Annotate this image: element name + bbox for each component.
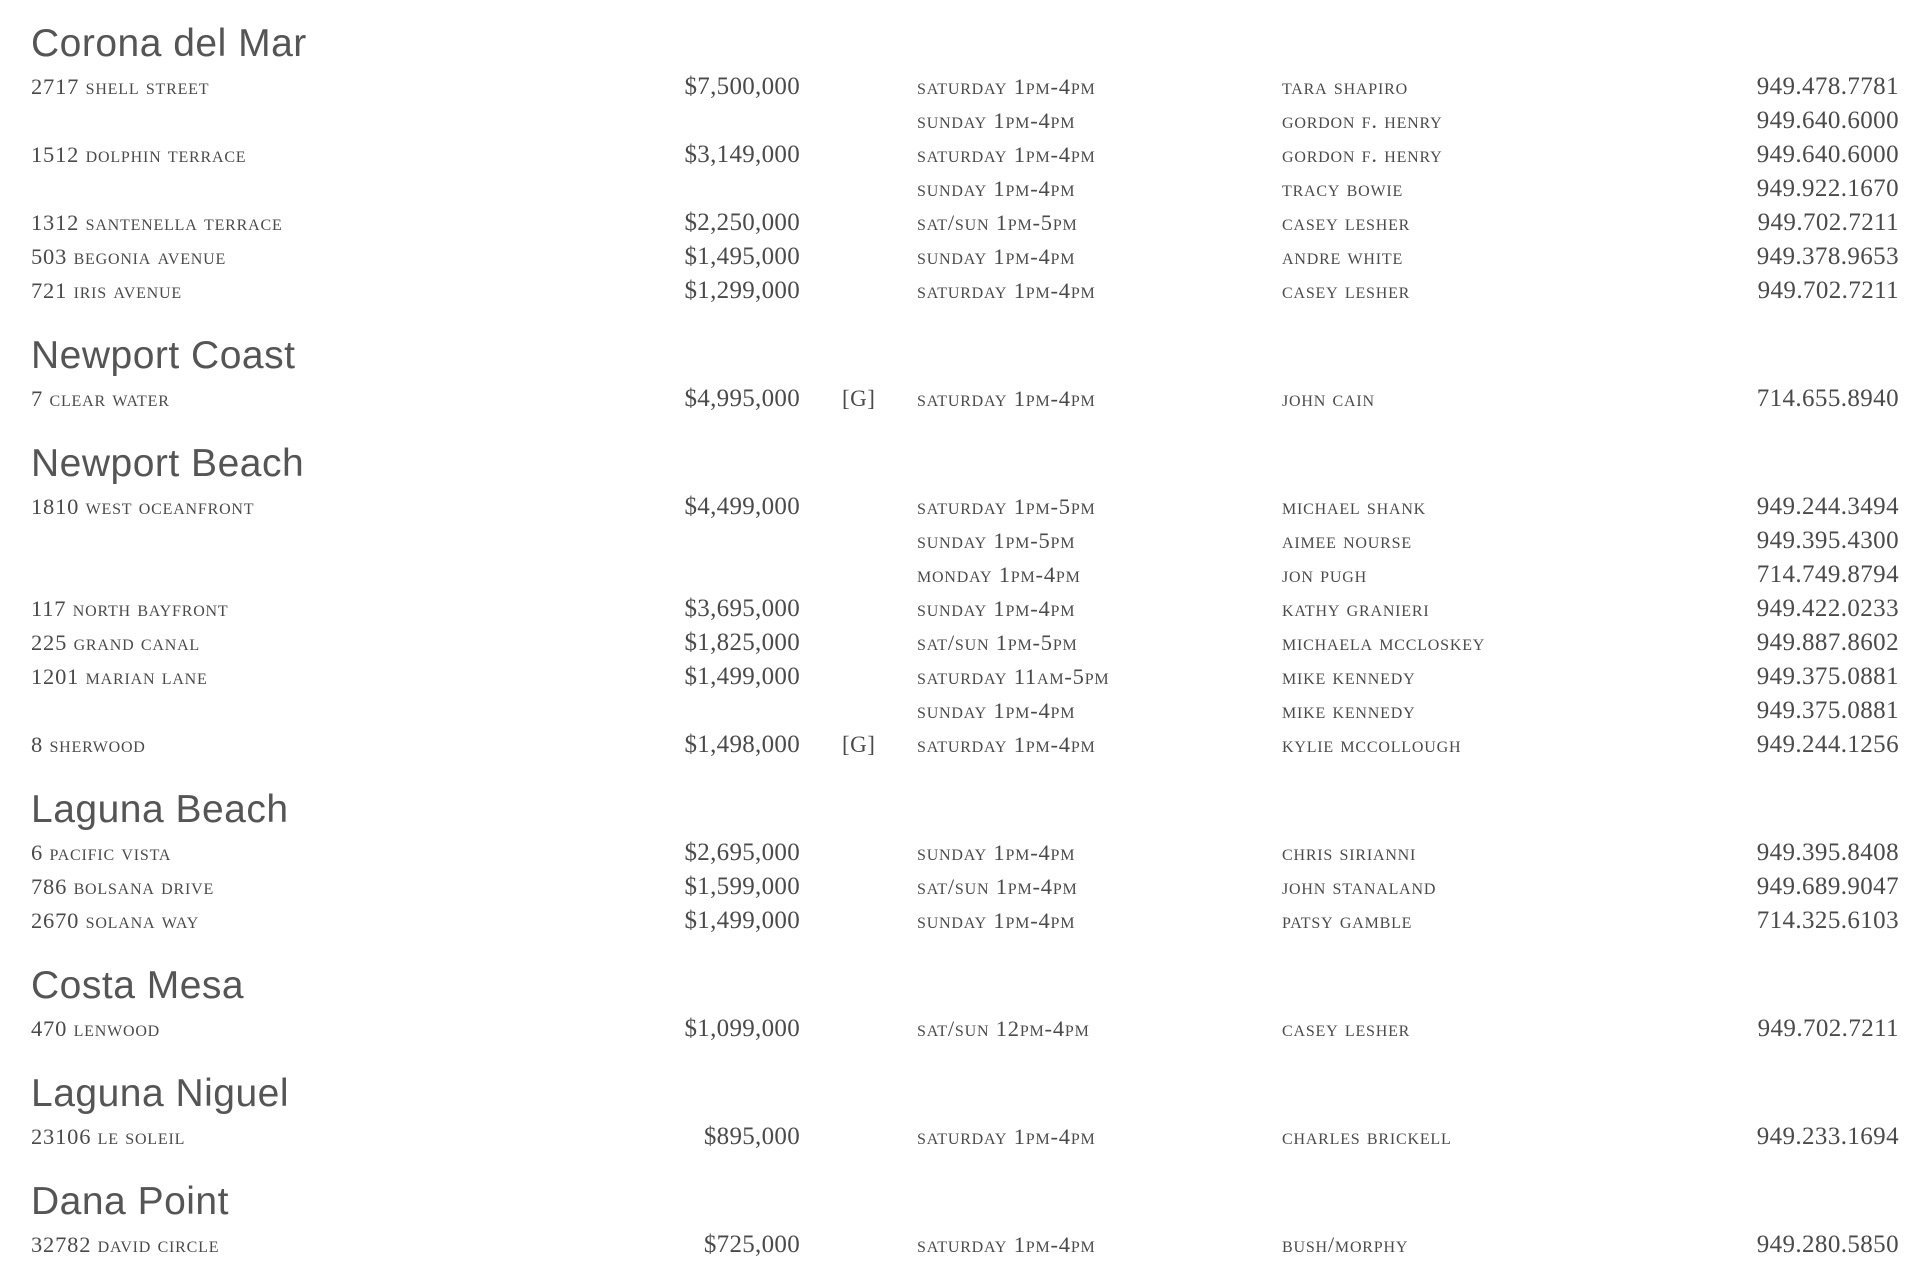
agent-name: gordon f. henry — [1282, 142, 1443, 167]
agent-name: aimee nourse — [1282, 528, 1412, 553]
city-heading: Newport Coast — [31, 334, 296, 377]
listing-price: $7,500,000 — [684, 73, 800, 100]
listing-row — [0, 558, 1916, 592]
agent-name: john stanaland — [1282, 874, 1437, 899]
open-house-time: sunday 1pm-4pm — [917, 698, 1076, 723]
listing-row — [0, 836, 1916, 870]
open-house-time: saturday 11am-5pm — [917, 664, 1110, 689]
agent-phone: 714.749.8794 — [1756, 561, 1899, 588]
listing-row — [0, 172, 1916, 206]
city-heading: Costa Mesa — [31, 964, 245, 1007]
listing-row — [0, 206, 1916, 240]
agent-phone: 949.244.3494 — [1756, 493, 1899, 520]
agent-phone: 949.922.1670 — [1756, 175, 1899, 202]
open-house-time: sat/sun 12pm-4pm — [917, 1016, 1090, 1041]
listing-address: 786 bolsana drive — [31, 874, 215, 899]
listing-row — [0, 104, 1916, 138]
section-laguna-niguel — [0, 1068, 1916, 1154]
listing-row — [0, 138, 1916, 172]
open-house-time: sat/sun 1pm-4pm — [917, 874, 1078, 899]
open-house-time: sunday 1pm-4pm — [917, 908, 1076, 933]
listing-address: 6 pacific vista — [31, 840, 172, 865]
agent-phone: 949.702.7211 — [1757, 209, 1899, 236]
section-costa-mesa — [0, 960, 1916, 1046]
listing-address: 470 lenwood — [31, 1016, 161, 1041]
listing-price: $2,250,000 — [684, 209, 800, 236]
open-house-time: saturday 1pm-4pm — [917, 278, 1096, 303]
listing-address: 8 sherwood — [31, 732, 146, 757]
open-house-time: saturday 1pm-5pm — [917, 494, 1096, 519]
listing-price: $1,099,000 — [684, 1015, 800, 1042]
listing-tag: [G] — [842, 732, 876, 757]
listing-price: $4,499,000 — [684, 493, 800, 520]
listing-row — [0, 592, 1916, 626]
listing-address: 1512 dolphin terrace — [31, 142, 247, 167]
listing-price: $1,498,000 — [684, 731, 800, 758]
listing-row — [0, 626, 1916, 660]
agent-name: casey lesher — [1282, 1016, 1411, 1041]
open-house-time: saturday 1pm-4pm — [917, 74, 1096, 99]
agent-phone: 949.702.7211 — [1757, 277, 1899, 304]
city-heading: Dana Point — [31, 1180, 229, 1223]
agent-name: gordon f. henry — [1282, 108, 1443, 133]
agent-phone: 714.325.6103 — [1756, 907, 1899, 934]
listing-address: 32782 david circle — [31, 1232, 220, 1257]
section-newport-beach — [0, 438, 1916, 762]
listing-price: $1,299,000 — [684, 277, 800, 304]
listing-price: $3,149,000 — [684, 141, 800, 168]
agent-name: kylie mccollough — [1282, 732, 1462, 757]
listing-price: $3,695,000 — [684, 595, 800, 622]
agent-phone: 949.395.4300 — [1756, 527, 1899, 554]
agent-name: tracy bowie — [1282, 176, 1404, 201]
listing-address: 117 north bayfront — [31, 596, 229, 621]
open-house-time: sunday 1pm-5pm — [917, 528, 1076, 553]
listing-price: $2,695,000 — [684, 839, 800, 866]
agent-name: jon pugh — [1282, 562, 1367, 587]
city-heading: Newport Beach — [31, 442, 305, 485]
agent-phone: 949.702.7211 — [1757, 1015, 1899, 1042]
listing-price: $895,000 — [703, 1123, 800, 1150]
agent-phone: 949.689.9047 — [1756, 873, 1899, 900]
listing-price: $1,825,000 — [684, 629, 800, 656]
agent-phone: 949.280.5850 — [1756, 1231, 1899, 1258]
open-house-time: sunday 1pm-4pm — [917, 244, 1076, 269]
open-house-time: sunday 1pm-4pm — [917, 108, 1076, 133]
city-heading: Laguna Niguel — [31, 1072, 290, 1115]
agent-name: mike kennedy — [1282, 664, 1416, 689]
agent-name: charles brickell — [1282, 1124, 1452, 1149]
agent-phone: 949.422.0233 — [1756, 595, 1899, 622]
agent-name: patsy gamble — [1282, 908, 1413, 933]
listing-address: 1810 west oceanfront — [31, 494, 255, 519]
listing-row — [0, 274, 1916, 308]
city-heading: Corona del Mar — [31, 22, 307, 65]
agent-phone: 949.640.6000 — [1756, 107, 1899, 134]
agent-phone: 949.375.0881 — [1756, 697, 1899, 724]
listing-row — [0, 1012, 1916, 1046]
agent-phone: 949.478.7781 — [1756, 73, 1899, 100]
listing-row — [0, 490, 1916, 524]
listing-price: $1,495,000 — [684, 243, 800, 270]
agent-phone: 949.887.8602 — [1756, 629, 1899, 656]
agent-name: michaela mccloskey — [1282, 630, 1486, 655]
listing-address: 721 iris avenue — [31, 278, 182, 303]
listing-row — [0, 524, 1916, 558]
listing-address: 503 begonia avenue — [31, 244, 227, 269]
agent-phone: 949.375.0881 — [1756, 663, 1899, 690]
open-house-time: monday 1pm-4pm — [917, 562, 1081, 587]
listing-row — [0, 904, 1916, 938]
listing-address: 1201 marian lane — [31, 664, 208, 689]
open-house-time: saturday 1pm-4pm — [917, 386, 1096, 411]
agent-phone: 949.233.1694 — [1756, 1123, 1899, 1150]
open-house-time: sat/sun 1pm-5pm — [917, 630, 1078, 655]
listing-address: 1312 santenella terrace — [31, 210, 283, 235]
listing-price: $1,599,000 — [684, 873, 800, 900]
agent-name: kathy granieri — [1282, 596, 1430, 621]
agent-name: tara shapiro — [1282, 74, 1408, 99]
listing-price: $1,499,000 — [684, 663, 800, 690]
agent-phone: 949.244.1256 — [1756, 731, 1899, 758]
open-house-time: saturday 1pm-4pm — [917, 732, 1096, 757]
agent-name: casey lesher — [1282, 278, 1411, 303]
agent-phone: 949.395.8408 — [1756, 839, 1899, 866]
section-corona-del-mar — [0, 18, 1916, 308]
agent-name: casey lesher — [1282, 210, 1411, 235]
open-house-time: saturday 1pm-4pm — [917, 1124, 1096, 1149]
agent-phone: 949.640.6000 — [1756, 141, 1899, 168]
agent-name: mike kennedy — [1282, 698, 1416, 723]
section-dana-point — [0, 1176, 1916, 1262]
agent-phone: 714.655.8940 — [1756, 385, 1899, 412]
listing-row — [0, 728, 1916, 762]
listing-row — [0, 382, 1916, 416]
agent-name: chris sirianni — [1282, 840, 1417, 865]
listing-address: 2670 solana way — [31, 908, 200, 933]
listing-address: 2717 shell street — [31, 74, 210, 99]
open-house-time: saturday 1pm-4pm — [917, 142, 1096, 167]
agent-phone: 949.378.9653 — [1756, 243, 1899, 270]
listing-address: 7 clear water — [31, 386, 170, 411]
open-house-time: sunday 1pm-4pm — [917, 840, 1076, 865]
listing-row — [0, 1120, 1916, 1154]
city-heading: Laguna Beach — [31, 788, 289, 831]
listing-row — [0, 694, 1916, 728]
agent-name: andre white — [1282, 244, 1404, 269]
listing-address: 23106 le soleil — [31, 1124, 186, 1149]
listing-address: 225 grand canal — [31, 630, 200, 655]
listing-row — [0, 870, 1916, 904]
listing-row — [0, 1228, 1916, 1262]
listing-row — [0, 70, 1916, 104]
listing-row — [0, 240, 1916, 274]
listing-price: $725,000 — [703, 1231, 800, 1258]
listing-row — [0, 660, 1916, 694]
open-house-time: sunday 1pm-4pm — [917, 596, 1076, 621]
open-house-time: sunday 1pm-4pm — [917, 176, 1076, 201]
agent-name: bush/morphy — [1282, 1232, 1409, 1257]
open-house-time: saturday 1pm-4pm — [917, 1232, 1096, 1257]
listing-price: $4,995,000 — [684, 385, 800, 412]
listing-tag: [G] — [842, 386, 876, 411]
agent-name: john cain — [1282, 386, 1375, 411]
open-house-time: sat/sun 1pm-5pm — [917, 210, 1078, 235]
section-laguna-beach — [0, 784, 1916, 938]
listing-price: $1,499,000 — [684, 907, 800, 934]
agent-name: michael shank — [1282, 494, 1427, 519]
section-newport-coast — [0, 330, 1916, 416]
